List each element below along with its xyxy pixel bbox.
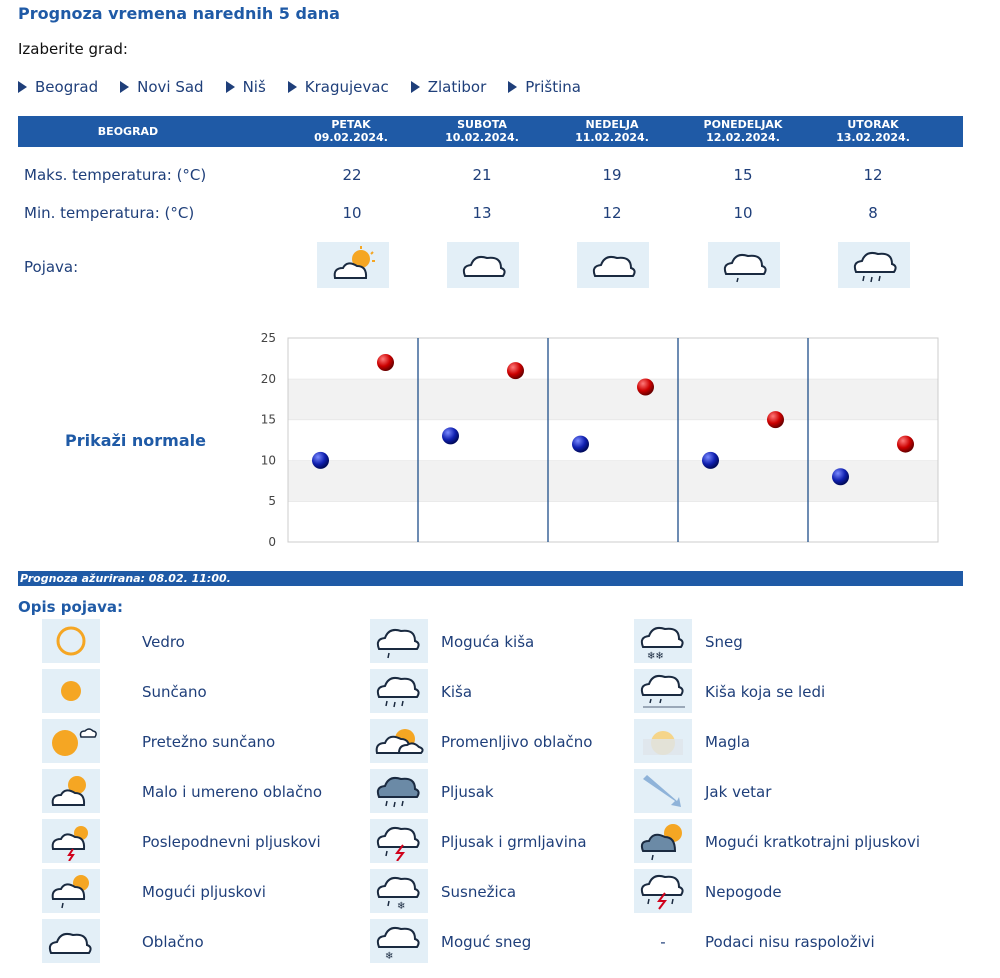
freezing-rain-icon [634,669,692,713]
rain-icon [838,242,910,288]
city-link-pristina[interactable] [508,78,581,96]
day-date: 13.02.2024. [836,131,910,144]
svg-text:❄❄: ❄❄ [647,651,664,661]
city-selector [18,78,603,96]
city-link-kragujevac[interactable] [288,78,389,96]
legend-label: Oblačno [142,933,204,951]
y-tick-label: 0 [268,535,276,549]
partly-sunny-cloud-icon [317,242,389,288]
choose-city-label: Izaberite grad: [18,40,128,58]
legend-label: Nepogode [705,883,782,901]
legend-label: Jak vetar [705,783,772,801]
min-temp-value: 10 [733,204,753,222]
legend-label: Poslepodnevni pljuskovi [142,833,321,851]
table-city-name: BEOGRAD [97,125,159,138]
strong-wind-icon [634,769,692,813]
fog-icon [634,719,692,763]
temperature-chart [240,325,960,555]
city-link-novi-sad[interactable] [120,78,203,96]
max-temp-point [377,354,394,371]
legend-label: Mogući pljuskovi [142,883,266,901]
max-temp-point [507,362,524,379]
day-header [417,118,547,144]
svg-text:❄: ❄ [397,901,406,911]
day-name: SUBOTA [457,118,507,131]
phenomenon-label: Pojava: [24,258,79,276]
afternoon-showers-icon [42,819,100,863]
shower-icon [370,769,428,813]
max-temp-point [897,436,914,453]
arrow-right-icon [411,81,420,93]
chart-band [288,379,938,420]
min-temp-value: 8 [868,204,878,222]
max-temp-value: 15 [733,166,753,184]
legend-label: Moguća kiša [441,633,535,651]
legend-label: Pljusak [441,783,494,801]
severe-weather-icon [634,869,692,913]
city-link-label: Niš [242,78,266,96]
max-temp-value: 21 [472,166,492,184]
y-tick-label: 25 [260,331,276,345]
show-normals-link[interactable]: Prikaži normale [65,431,206,450]
day-date: 10.02.2024. [445,131,519,144]
arrow-right-icon [288,81,297,93]
legend-label: Malo i umereno oblačno [142,783,323,801]
y-tick-label: 10 [260,453,276,468]
clear-sun-icon [42,619,100,663]
day-header [286,118,416,144]
max-temp-point [637,378,654,395]
day-header [547,118,677,144]
variable-cloudy-icon [370,719,428,763]
no-data-icon: - [660,933,666,951]
city-link-beograd[interactable] [18,78,98,96]
city-link-label: Zlatibor [427,78,487,96]
arrow-right-icon [120,81,129,93]
city-link-nis[interactable] [226,78,266,96]
min-temp-point [832,468,849,485]
forecast-table-header [18,116,963,147]
cloud-icon [577,242,649,288]
day-header [678,118,808,144]
mostly-sunny-icon [42,719,100,763]
day-date: 09.02.2024. [314,131,388,144]
day-name: NEDELJA [585,118,639,131]
min-temp-point [572,436,589,453]
min-temp-value: 13 [472,204,492,222]
max-temp-label: Maks. temperatura: (°C) [24,166,207,184]
legend-label: Magla [705,733,751,751]
legend-label: Mogući kratkotrajni pljuskovi [705,833,920,851]
arrow-right-icon [508,81,517,93]
y-tick-label: 15 [260,412,276,427]
cloud-icon [447,242,519,288]
day-name: PETAK [331,118,371,131]
day-date: 12.02.2024. [706,131,780,144]
legend-label: Pljusak i grmljavina [441,833,587,851]
sunny-icon [42,669,100,713]
sleet-icon [370,869,428,913]
arrow-right-icon [226,81,235,93]
max-temp-point [767,411,784,428]
day-name: UTORAK [847,118,899,131]
forecast-updated-bar: Prognoza ažurirana: 08.02. 11:00. [18,571,963,586]
day-header [808,118,938,144]
svg-text:❄: ❄ [385,951,394,961]
legend-label: Kiša [441,683,473,701]
min-temp-value: 10 [342,204,362,222]
city-link-label: Priština [525,78,581,96]
legend-label: Kiša koja se ledi [705,683,826,701]
city-link-zlatibor[interactable] [411,78,487,96]
day-name: PONEDELJAK [703,118,783,131]
min-temp-point [312,452,329,469]
possible-snow-icon [370,919,428,963]
thunderstorm-icon [370,819,428,863]
legend-label: Promenljivo oblačno [441,733,593,751]
partly-cloudy-icon [42,769,100,813]
min-temp-value: 12 [602,204,622,222]
possible-rain-icon [370,619,428,663]
day-date: 11.02.2024. [575,131,649,144]
chart-band [288,420,938,461]
min-temp-label: Min. temperatura: (°C) [24,204,195,222]
arrow-right-icon [18,81,27,93]
city-link-label: Kragujevac [304,78,389,96]
legend-label: Vedro [142,633,185,651]
possible-showers-icon [42,869,100,913]
max-temp-value: 19 [602,166,622,184]
cloudy-icon [42,919,100,963]
legend-label: Sunčano [142,683,207,701]
city-link-label: Beograd [35,78,99,96]
possible-rain-icon [708,242,780,288]
legend-label: Susnežica [441,883,517,901]
rain-icon [370,669,428,713]
max-temp-value: 22 [342,166,362,184]
legend-label: Podaci nisu raspoloživi [705,933,875,951]
possible-short-showers-icon [634,819,692,863]
legend-label: Sneg [705,633,743,651]
max-temp-value: 12 [863,166,883,184]
min-temp-point [702,452,719,469]
legend-label: Moguć sneg [441,933,532,951]
snow-icon [634,619,692,663]
min-temp-point [442,427,459,444]
page-title: Prognoza vremena narednih 5 dana [18,4,340,23]
legend-label: Pretežno sunčano [142,733,276,751]
city-link-label: Novi Sad [137,78,204,96]
y-tick-label: 20 [260,371,276,386]
chart-band [288,501,938,542]
y-tick-label: 5 [268,494,276,509]
legend-title: Opis pojava: [18,598,123,616]
